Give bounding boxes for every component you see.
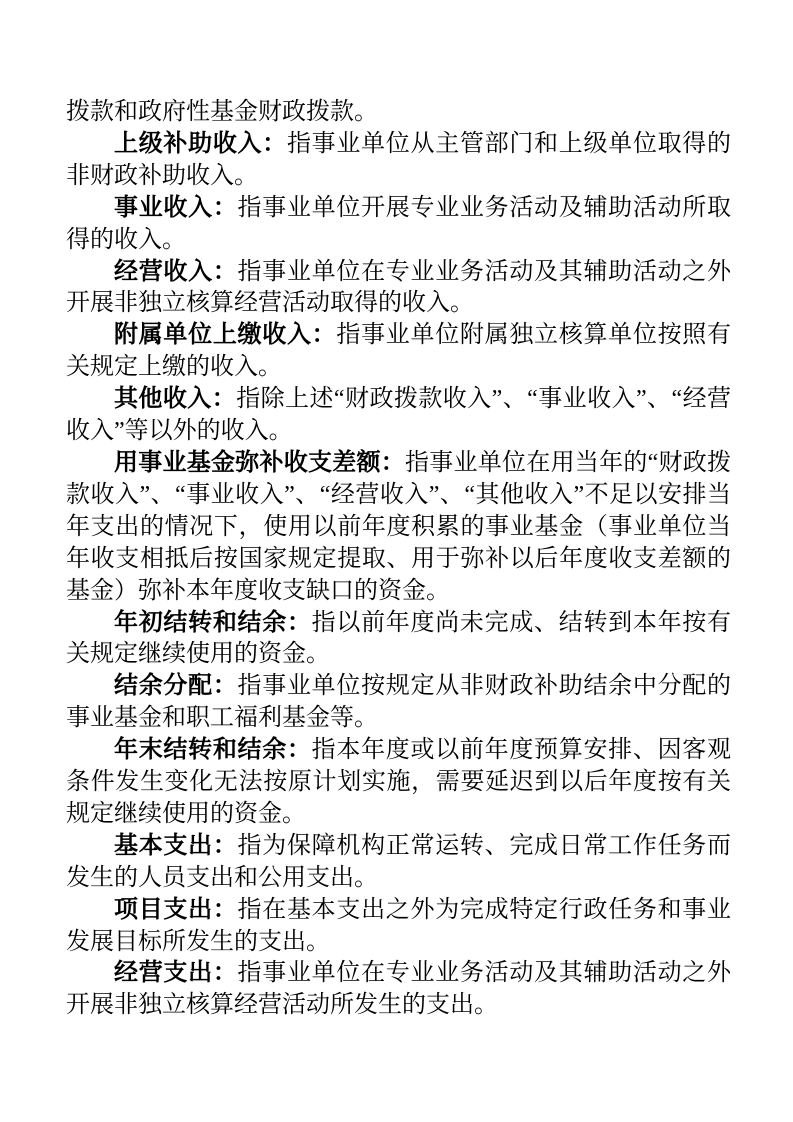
glossary-paragraph-beginning-year-carryover xyxy=(66,608,731,672)
glossary-paragraph-business-expenditure xyxy=(66,958,731,1022)
glossary-definition: 指事业单位从主管部门和上级单位取得的非财政补助收入。 xyxy=(66,130,732,189)
glossary-paragraph-year-end-carryover xyxy=(66,735,731,831)
glossary-paragraph-operational-income xyxy=(66,193,731,257)
glossary-paragraph-superior-subsidy-income xyxy=(66,129,731,193)
glossary-paragraph-surplus-distribution xyxy=(66,671,731,735)
glossary-definition: 指事业单位在用当年的“财政拨款收入”、“事业收入”、“经营收入”、“其他收入”不足以安排当年支出的情况下，使用以前年度积累的事业基金（事业单位当年收支相抵后按国家规定提取、用于弥补以后年度收支差额的基金）弥补本年度收支缺口的资金。 xyxy=(66,449,731,604)
glossary-definition: 指为保障机构正常运转、完成日常工作任务而发生的人员支出和公用支出。 xyxy=(66,832,732,891)
glossary-term: 年初结转和结余： xyxy=(114,609,312,636)
glossary-term: 用事业基金弥补收支差额： xyxy=(114,449,406,476)
glossary-paragraph-fund-deficit-coverage xyxy=(66,448,731,608)
glossary-paragraph-business-income xyxy=(66,257,731,321)
glossary-term: 其他收入： xyxy=(114,386,237,413)
glossary-definition: 指除上述“财政拨款收入”、“事业收入”、“经营收入”等以外的收入。 xyxy=(66,386,732,445)
glossary-term: 结余分配： xyxy=(114,673,238,700)
glossary-term: 附属单位上缴收入： xyxy=(114,322,337,349)
continuation-paragraph xyxy=(66,97,731,129)
glossary-definition: 指以前年度尚未完成、结转到本年按有关规定继续使用的资金。 xyxy=(66,609,732,668)
glossary-term: 项目支出： xyxy=(114,896,238,923)
glossary-paragraph-basic-expenditure xyxy=(66,831,731,895)
glossary-definition: 指事业单位在专业业务活动及其辅助活动之外开展非独立核算经营活动所发生的支出。 xyxy=(66,960,732,1019)
glossary-paragraph-other-income xyxy=(66,384,731,448)
glossary-paragraph-affiliated-unit-income xyxy=(66,320,731,384)
glossary-definition: 指本年度或以前年度预算安排、因客观条件发生变化无法按原计划实施，需要延迟到以后年度按有关规定继续使用的资金。 xyxy=(66,737,732,827)
glossary-term: 事业收入： xyxy=(114,194,238,221)
glossary-term: 上级补助收入： xyxy=(114,130,287,157)
glossary-definition: 指事业单位按规定从非财政补助结余中分配的事业基金和职工福利基金等。 xyxy=(66,673,732,732)
glossary-term: 经营收入： xyxy=(114,258,238,285)
glossary-term: 基本支出： xyxy=(114,832,238,859)
glossary-term: 年末结转和结余： xyxy=(114,737,312,764)
glossary-term: 经营支出： xyxy=(114,960,238,987)
glossary-definition: 指事业单位开展专业业务活动及辅助活动所取得的收入。 xyxy=(66,194,732,253)
glossary-definition: 指在基本支出之外为完成特定行政任务和事业发展目标所发生的支出。 xyxy=(66,896,732,955)
glossary-definition: 指事业单位附属独立核算单位按照有关规定上缴的收入。 xyxy=(66,322,731,381)
glossary-paragraph-project-expenditure xyxy=(66,895,731,959)
paragraph-text: 拨款和政府性基金财政拨款。 xyxy=(66,99,378,125)
glossary-definition: 指事业单位在专业业务活动及其辅助活动之外开展非独立核算经营活动取得的收入。 xyxy=(66,258,732,317)
